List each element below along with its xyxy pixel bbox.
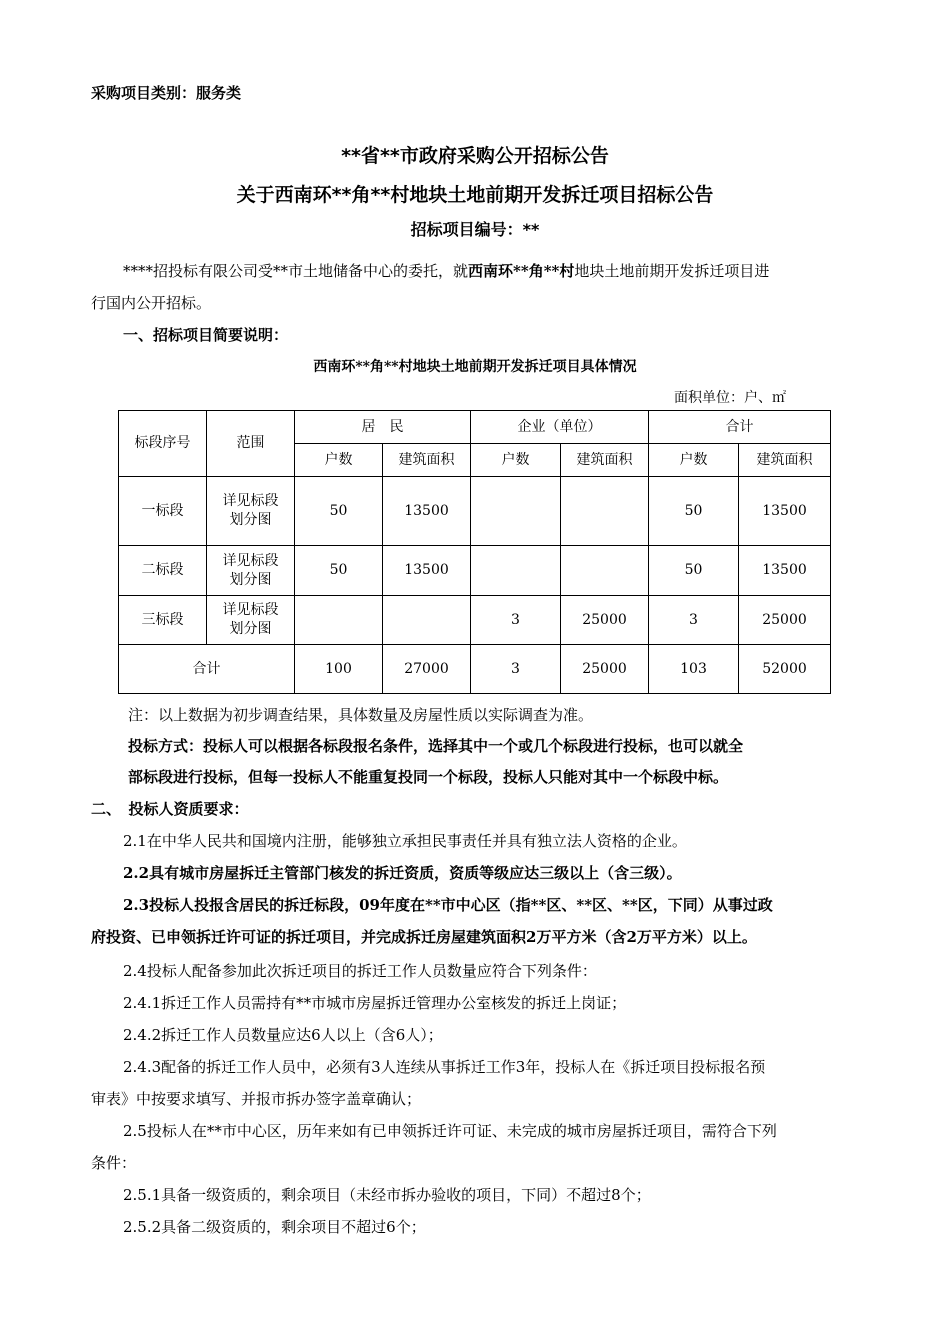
row-scope <box>207 477 295 546</box>
header-enterprise: 企业（单位） <box>471 411 649 444</box>
subheader-res-households: 户数 <box>295 444 383 477</box>
row-res-area: 13500 <box>383 546 471 596</box>
bid-method-line-2: 部标段进行投标，但每一投标人不能重复投同一个标段，投标人只能对其中一个标段中标。 <box>128 768 729 786</box>
project-number: 招标项目编号：** <box>410 220 540 239</box>
requirement-2-4: 2.4投标人配备参加此次拆迁项目的拆迁工作人员数量应符合下列条件： <box>123 962 597 980</box>
requirement-2-3-line-2: 府投资、已申领拆迁许可证的拆迁项目，并完成拆迁房屋建筑面积2万平方米（含2万平方米）以上。 <box>91 928 757 946</box>
subheader-ent-area: 建筑面积 <box>561 444 649 477</box>
requirement-2-5-line-1: 2.5投标人在**市中心区，历年来如有已申领拆迁许可证、未完成的城市房屋拆迁项目，需符合下列 <box>123 1122 777 1140</box>
table-row <box>119 477 831 546</box>
document-subtitle: 关于西南环**角**村地块土地前期开发拆迁项目招标公告 <box>236 184 714 206</box>
requirement-2-1: 2.1在中华人民共和国境内注册，能够独立承担民事责任并具有独立法人资格的企业。 <box>123 832 687 850</box>
row-tot-households: 50 <box>649 477 739 546</box>
table-unit: 面积单位：户、㎡ <box>674 390 786 406</box>
row-tot-households: 50 <box>649 546 739 596</box>
row-ent-area <box>561 546 649 596</box>
section-1-heading: 一、招标项目简要说明： <box>123 326 289 344</box>
row-scope-line: 划分图 <box>229 512 272 528</box>
row-tot-area: 13500 <box>739 546 831 596</box>
sum-res-households: 100 <box>295 645 383 694</box>
requirement-2-3-line-1: 2.3投标人投报含居民的拆迁标段，09年度在**市中心区（指**区、**区、**区，下同）从事过政 <box>123 896 773 914</box>
row-scope-line: 划分图 <box>229 621 272 637</box>
requirement-2-2: 2.2具有城市房屋拆迁主管部门核发的拆迁资质，资质等级应达三级以上（含三级）。 <box>123 864 682 882</box>
intro-line-2: 行国内公开招标。 <box>91 294 212 312</box>
header-seq: 标段序号 <box>119 411 207 477</box>
row-ent-households <box>471 546 561 596</box>
row-res-households: 50 <box>295 546 383 596</box>
requirement-2-5-1: 2.5.1具备一级资质的，剩余项目（未经市拆办验收的项目，下同）不超过8个； <box>123 1186 651 1204</box>
row-ent-households <box>471 477 561 546</box>
header-resident: 居 民 <box>295 411 471 444</box>
row-ent-area: 25000 <box>561 596 649 645</box>
row-seq: 三标段 <box>119 596 207 645</box>
row-res-households: 50 <box>295 477 383 546</box>
table-note: 注：以上数据为初步调查结果，具体数量及房屋性质以实际调查为准。 <box>128 706 594 724</box>
row-res-area: 13500 <box>383 477 471 546</box>
requirement-2-4-2: 2.4.2拆迁工作人员数量应达6人以上（含6人）； <box>123 1026 443 1044</box>
project-data-table <box>118 410 831 694</box>
section-2-heading: 二、 投标人资质要求： <box>91 800 249 818</box>
row-scope-line: 详见标段 <box>222 493 279 509</box>
subheader-res-area: 建筑面积 <box>383 444 471 477</box>
subheader-tot-area: 建筑面积 <box>739 444 831 477</box>
row-scope-line: 划分图 <box>229 571 272 588</box>
requirement-2-5-line-2: 条件： <box>91 1154 137 1172</box>
table-sum-row <box>119 645 831 694</box>
sum-tot-area: 52000 <box>739 645 831 694</box>
sum-tot-households: 103 <box>649 645 739 694</box>
bid-method-line-1: 投标方式：投标人可以根据各标段报名条件，选择其中一个或几个标段进行投标，也可以就全 <box>128 737 744 755</box>
intro-text-b: 地块土地前期开发拆迁项目进 <box>574 262 770 280</box>
subheader-ent-households: 户数 <box>471 444 561 477</box>
intro-text-bold: 西南环**角**村 <box>468 262 575 280</box>
header-scope: 范围 <box>207 411 295 477</box>
row-ent-area <box>561 477 649 546</box>
row-scope-line: 详见标段 <box>222 602 279 618</box>
row-tot-area: 25000 <box>739 596 831 645</box>
requirement-2-4-1: 2.4.1拆迁工作人员需持有**市城市房屋拆迁管理办公室核发的拆迁上岗证； <box>123 994 627 1012</box>
row-res-households <box>295 596 383 645</box>
procurement-category: 采购项目类别：服务类 <box>91 84 242 102</box>
sum-ent-area: 25000 <box>561 645 649 694</box>
requirement-2-4-3-line-1: 2.4.3配备的拆迁工作人员中，必须有3人连续从事拆迁工作3年，投标人在《拆迁项目投标报名预 <box>123 1058 766 1076</box>
sum-label: 合计 <box>119 645 295 694</box>
table-caption: 西南环**角**村地块土地前期开发拆迁项目具体情况 <box>313 359 637 375</box>
header-total: 合计 <box>649 411 831 444</box>
sum-res-area: 27000 <box>383 645 471 694</box>
table-row <box>119 546 831 596</box>
intro-text-a: ****招投标有限公司受**市土地储备中心的委托，就 <box>123 262 469 280</box>
intro-line-1 <box>123 261 769 281</box>
row-scope-line: 详见标段 <box>222 552 279 569</box>
subheader-tot-households: 户数 <box>649 444 739 477</box>
row-scope <box>207 596 295 645</box>
row-res-area <box>383 596 471 645</box>
sum-ent-households: 3 <box>471 645 561 694</box>
row-tot-households: 3 <box>649 596 739 645</box>
row-tot-area: 13500 <box>739 477 831 546</box>
table-row <box>119 596 831 645</box>
row-ent-households: 3 <box>471 596 561 645</box>
table-header-row <box>119 411 831 444</box>
requirement-2-4-3-line-2: 审表》中按要求填写、并报市拆办签字盖章确认； <box>91 1090 422 1108</box>
row-seq: 一标段 <box>119 477 207 546</box>
row-scope <box>207 546 295 596</box>
requirement-2-5-2: 2.5.2具备二级资质的，剩余项目不超过6个； <box>123 1218 426 1236</box>
row-seq: 二标段 <box>119 546 207 596</box>
document-title: **省**市政府采购公开招标公告 <box>341 145 609 167</box>
